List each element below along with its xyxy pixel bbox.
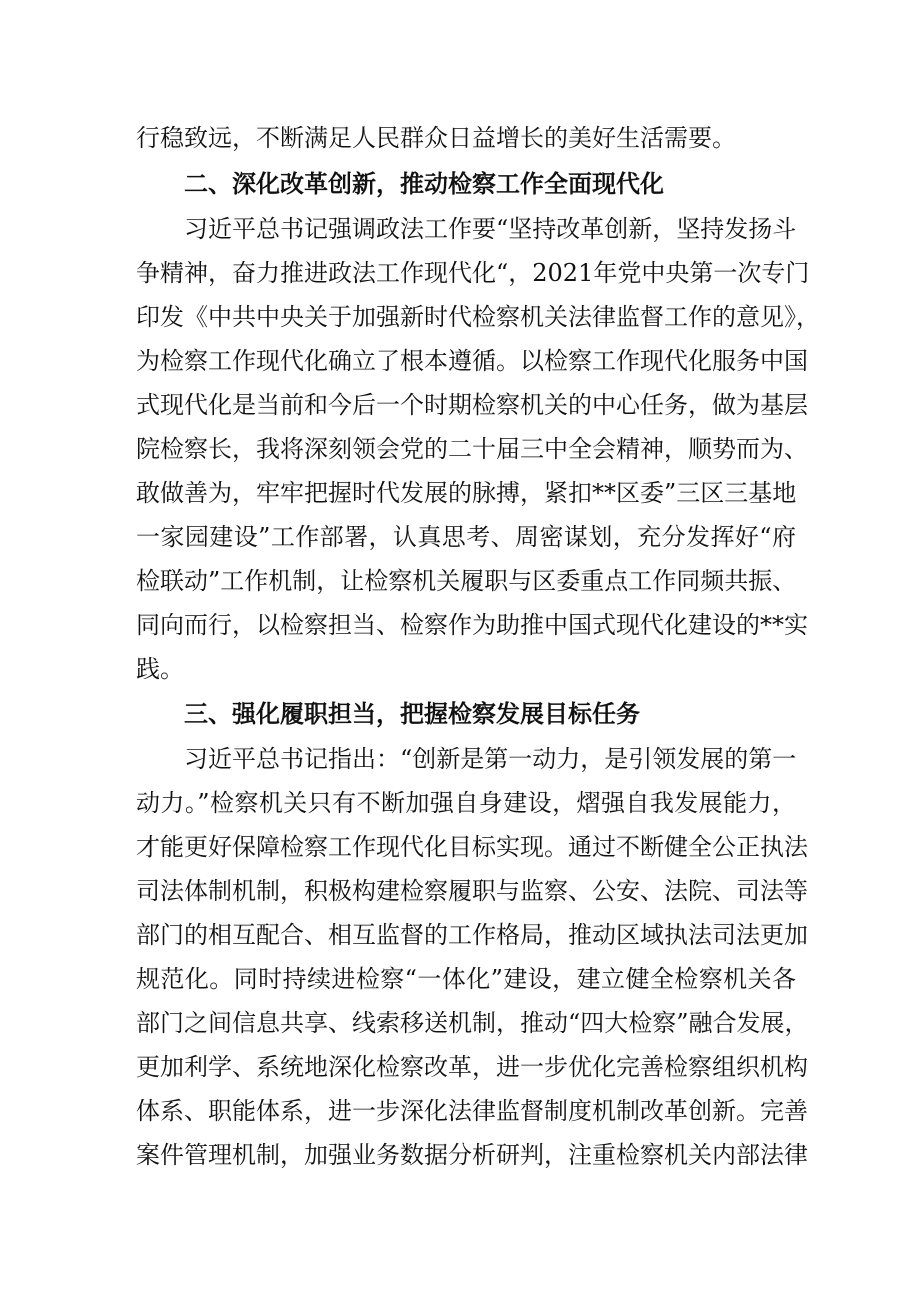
body-text-line: 行稳致远，不断满足人民群众日益增长的美好生活需要。 bbox=[136, 124, 736, 152]
body-text-line: 检联动”工作机制，让检察机关履职与区委重点工作同频共振、 bbox=[136, 567, 797, 595]
body-text-line: 印发《中共中央关于加强新时代检察机关法律监督工作的意见》， bbox=[136, 303, 820, 331]
body-text-line: 习近平总书记指出：“创新是第一动力，是引领发展的第一 bbox=[184, 745, 797, 773]
body-text-line: 案件管理机制，加强业务数据分析研判，注重检察机关内部法律 bbox=[136, 1141, 808, 1169]
body-text-line: 部门之间信息共享、线索移送机制，推动“四大检察”融合发展， bbox=[136, 1009, 809, 1037]
body-text-line: 院检察长，我将深刻领会党的二十届三中全会精神，顺势而为、 bbox=[136, 435, 808, 463]
body-text-line: 动力。”检察机关只有不断加强自身建设，熠强自我发展能力， bbox=[136, 789, 796, 817]
body-text-line: 更加利学、系统地深化检察改革，进一步优化完善检察组织机构 bbox=[136, 1053, 808, 1081]
body-text-line: 同向而行，以检察担当、检察作为助推中国式现代化建设的**实 bbox=[136, 611, 808, 639]
body-text-line: 体系、职能体系，进一步深化法律监督制度机制改革创新。完善 bbox=[136, 1097, 808, 1125]
body-text-line: 才能更好保障检察工作现代化目标实现。通过不断健全公正执法 bbox=[136, 833, 808, 861]
section-heading-2: 二、深化改革创新，推动检察工作全面现代化 bbox=[184, 170, 664, 198]
body-text-line: 争精神，奋力推进政法工作现代化“，2021年党中央第一次专门 bbox=[136, 259, 810, 287]
section-heading-3: 三、强化履职担当，把握检察发展目标任务 bbox=[184, 700, 640, 728]
body-text-line: 规范化。同时持续进检察“一体化”建设，建立健全检察机关各 bbox=[136, 965, 796, 993]
body-text-line: 为检察工作现代化确立了根本遵循。以检察工作现代化服务中国 bbox=[136, 347, 808, 375]
body-text-line: 敢做善为，牢牢把握时代发展的脉搏，紧扣**区委”三区三基地 bbox=[136, 479, 797, 507]
body-text-line: 部门的相互配合、相互监督的工作格局，推动区域执法司法更加 bbox=[136, 921, 808, 949]
body-text-line: 习近平总书记强调政法工作要“坚持改革创新，坚持发扬斗 bbox=[184, 215, 797, 243]
body-text-line: 司法体制机制，积极构建检察履职与监察、公安、法院、司法等 bbox=[136, 877, 808, 905]
body-text-line: 式现代化是当前和今后一个时期检察机关的中心任务，做为基层 bbox=[136, 391, 808, 419]
body-text-line: 一家园建设”工作部署，认真思考、周密谋划，充分发挥好“府 bbox=[136, 523, 796, 551]
body-text-line: 践。 bbox=[136, 655, 184, 683]
